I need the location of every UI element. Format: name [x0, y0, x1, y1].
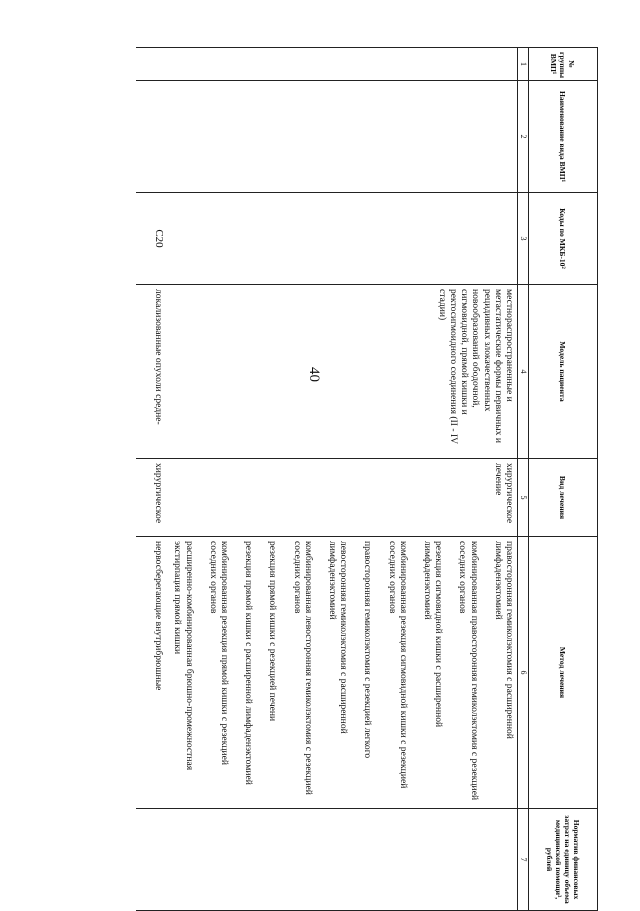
- table-row: [166, 48, 517, 911]
- header-treatment-type: Вид лечения: [529, 459, 598, 537]
- method-item: правосторонняя гемиколэктомия с расширенной лимфаденэктомией: [492, 541, 515, 739]
- vmp-name-cell: [166, 81, 517, 193]
- patient-model-cell: местнораспространенные и метастатические формы первичных и рецидивных злокачественных новообразований ободочной, сигмовидной, прямой кишки и ректосигмоидного соединения (II - IV стадии): [166, 285, 517, 459]
- patient-model-cell: локализованные опухоли средне-: [136, 285, 166, 459]
- column-number: 6: [518, 537, 529, 809]
- header-treatment-method: Метод лечения: [529, 537, 598, 809]
- column-number: 5: [518, 459, 529, 537]
- cost-cell: [136, 809, 166, 911]
- method-item: комбинированная резекция прямой кишки с резекцией соседних органов: [207, 541, 230, 766]
- method-item: комбинированная правосторонняя гемиколэктомия с резекцией соседних органов: [457, 541, 480, 801]
- icd-code-cell: C20: [136, 193, 166, 285]
- column-number: 2: [518, 81, 529, 193]
- header-cost-standard: Норматив финансовых затрат на единицу объема медицинской помощи³, рублей: [529, 809, 598, 911]
- column-number-row: [518, 48, 529, 911]
- treatment-table-sheet: [53, 47, 598, 910]
- method-item: резекция прямой кишки с резекцией печени: [267, 541, 279, 722]
- header-icd-codes: Коды по МКБ-10²: [529, 193, 598, 285]
- method-item: левосторонняя гемиколэктомия с расширенной лимфаденэктомией: [326, 541, 350, 734]
- cost-cell: [166, 809, 517, 911]
- group-cell: [136, 48, 166, 81]
- column-number: 7: [518, 809, 529, 911]
- treatment-type-cell: хирургическое: [136, 459, 166, 537]
- method-item: комбинированная резекция сигмовидной кишки с резекцией соседних органов: [386, 541, 409, 789]
- method-item: резекция прямой кишки с расширенной лимфаденэктомией: [243, 541, 255, 785]
- treatment-type-cell: хирургическое лечение: [166, 459, 517, 537]
- column-number: 4: [518, 285, 529, 459]
- page-number: 40: [306, 367, 322, 382]
- method-item: резекция сигмовидной кишки с расширенной лимфаденэктомией: [421, 541, 445, 728]
- header-vmp-name: Наименование вида ВМП¹: [529, 81, 598, 193]
- treatment-table: [136, 47, 598, 911]
- group-cell: [166, 48, 517, 81]
- header-group-number: № группы ВМП¹: [529, 48, 598, 81]
- column-number: 1: [518, 48, 529, 81]
- vmp-name-cell: [136, 81, 166, 193]
- table-row: [136, 48, 166, 911]
- header-row: [529, 48, 598, 911]
- method-item: комбинированная левосторонняя гемиколэктомия с резекцией соседних органов: [291, 541, 314, 795]
- column-number: 3: [518, 193, 529, 285]
- icd-code-cell: [166, 193, 517, 285]
- treatment-method-cell: нервосберегающие внутрибрюшные: [136, 537, 166, 809]
- method-item: расширенно-комбинированная брюшно-промежностная экстирпация прямой кишки: [172, 541, 195, 771]
- method-item: правосторонняя гемиколэктомия с резекцией легкого: [362, 541, 374, 759]
- header-patient-model: Модель пациента: [529, 285, 598, 459]
- treatment-method-cell: [166, 537, 517, 809]
